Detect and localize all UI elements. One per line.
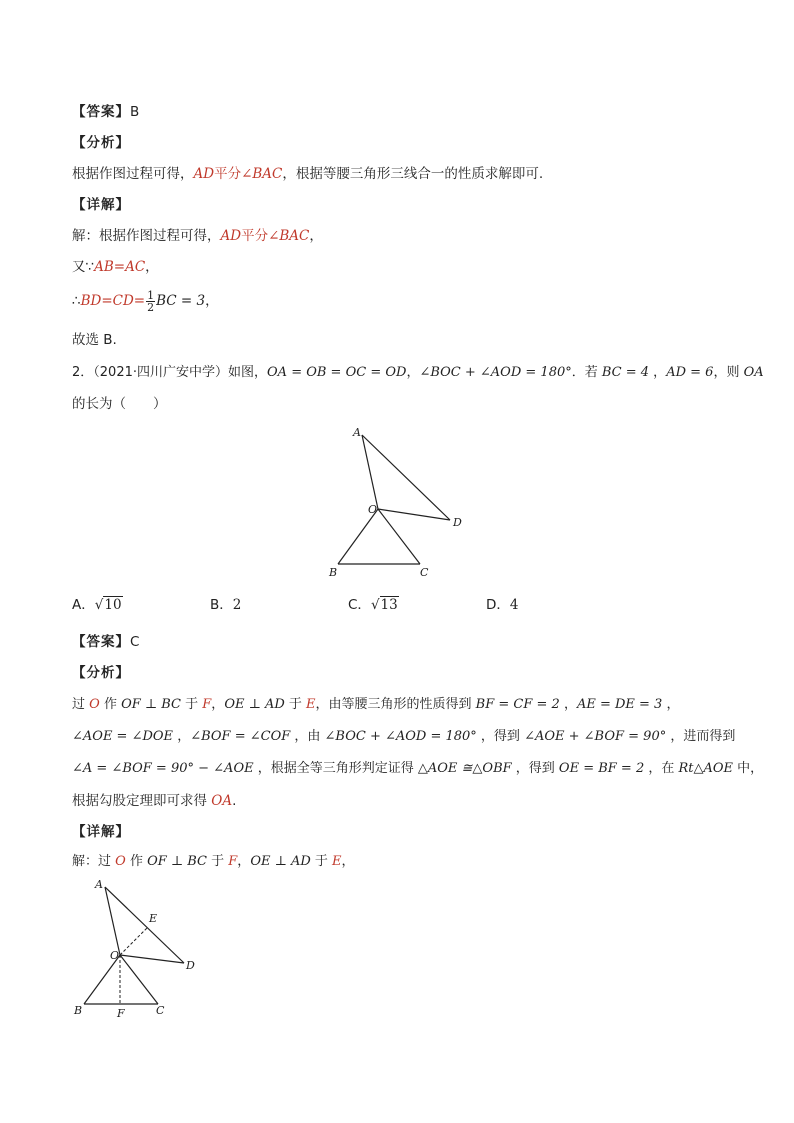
- answer-value: B: [130, 104, 140, 120]
- option-b[interactable]: [210, 595, 241, 615]
- a3-text-4: 中，: [733, 761, 764, 776]
- option-c-sqrt: √13: [370, 597, 398, 613]
- sol-segment-od: [120, 955, 184, 963]
- option-c[interactable]: [348, 595, 399, 615]
- detail-line3-tail: BC = 3: [156, 293, 206, 309]
- option-a-letter: A．: [72, 597, 95, 613]
- solution-answer-line: [72, 632, 139, 652]
- d1-point-f: F: [228, 854, 238, 869]
- segment-ob: [338, 509, 378, 564]
- detail-line3-end: ，: [205, 293, 219, 309]
- question-line-1: [72, 363, 764, 383]
- fraction-denominator: 2: [147, 300, 155, 314]
- detail-text-2: 平分: [241, 228, 269, 244]
- solution-analysis-label: 【分析】: [72, 665, 130, 681]
- question-sep-1: ，: [406, 365, 420, 380]
- detail-text-3: ，: [309, 228, 323, 244]
- label-o: O: [368, 503, 378, 516]
- question-cond-4: AD = 6: [666, 365, 714, 380]
- label-a: A: [353, 426, 361, 439]
- d1-text-5: 于: [310, 854, 333, 869]
- question-cond-1: OA = OB = OC = OD: [267, 365, 407, 380]
- detail-line2-math: AB=AC: [94, 259, 146, 275]
- question-cond-5: OA: [743, 365, 764, 380]
- a1-text-1: 过: [72, 697, 90, 712]
- detail-angle: ∠BAC: [268, 228, 310, 244]
- option-d[interactable]: [486, 595, 519, 615]
- d1-text-3: 于: [207, 854, 229, 869]
- question-sep-2: ，: [649, 365, 667, 380]
- label-b: B: [329, 566, 338, 579]
- d1-point-e: E: [332, 854, 342, 869]
- segment-oa: [362, 435, 378, 509]
- sol-segment-oa: [105, 887, 120, 955]
- a1-point-e: E: [306, 697, 316, 712]
- d1-text-2: 作: [125, 854, 148, 869]
- detail-line3-prefix: ∴: [72, 293, 81, 309]
- a4-text-2: .: [232, 793, 237, 809]
- solution-analysis-line-2: [72, 727, 735, 747]
- detail-line-1: [72, 226, 323, 246]
- a3-rt-triangle: Rt△AOE: [678, 761, 734, 776]
- a2-math-3: ∠BOC + ∠AOD = 180°: [324, 729, 477, 744]
- a1-math-4: AE = DE = 3: [576, 697, 663, 712]
- option-c-letter: C．: [348, 597, 371, 613]
- detail-line2-prefix: 又∵: [72, 259, 95, 275]
- option-d-letter: D．: [486, 597, 510, 613]
- analysis-angle: ∠BAC: [241, 166, 283, 182]
- a2-text-2: ，由: [290, 729, 325, 744]
- analysis-text-3: ，根据等腰三角形三线合一的性质求解即可.: [282, 166, 544, 182]
- a1-point-o: O: [89, 697, 100, 712]
- a3-text-3: ，在: [644, 761, 679, 776]
- detail-line3-math: BD=CD=: [80, 293, 146, 309]
- analysis-text: [72, 164, 543, 184]
- a1-text-2: 作: [99, 697, 122, 712]
- sol-label-a: A: [95, 878, 103, 891]
- a4-text-1: 根据勾股定理即可求得: [72, 793, 212, 809]
- sol-segment-ob: [84, 955, 120, 1004]
- a1-text-8: ，: [662, 697, 680, 712]
- sol-label-e: E: [149, 912, 158, 925]
- solution-detail-label: 【详解】: [72, 824, 130, 840]
- fraction-half: [146, 290, 155, 313]
- a3-text-1: ，根据全等三角形判定证得: [253, 761, 418, 776]
- sol-segment-oe: [120, 927, 148, 955]
- question-text-1: 如图，: [228, 365, 268, 380]
- a3-math-3: OE = BF = 2: [558, 761, 645, 776]
- a2-math-4: ∠AOE + ∠BOF = 90°: [524, 729, 667, 744]
- fraction-numerator: 1: [147, 288, 155, 302]
- detail-line-2: [72, 257, 159, 277]
- label-c: C: [420, 566, 429, 579]
- a1-text-7: ，: [559, 697, 577, 712]
- analysis-label: 【分析】: [72, 135, 130, 151]
- sol-label-d: D: [186, 959, 195, 972]
- a1-math-3: BF = CF = 2: [475, 697, 560, 712]
- d1-text-4: ，: [237, 854, 251, 869]
- label-d: D: [453, 516, 462, 529]
- solution-answer-label: 【答案】: [72, 634, 130, 650]
- option-c-value: 13: [380, 597, 398, 613]
- solution-answer-value: C: [130, 634, 140, 650]
- a1-text-6: ，由等腰三角形的性质得到: [315, 697, 476, 712]
- detail-text-1: 解：根据作图过程可得，: [72, 228, 221, 244]
- answer-line: [72, 102, 139, 122]
- answer-label: 【答案】: [72, 104, 130, 120]
- a2-text-4: ，进而得到: [666, 729, 736, 744]
- a2-text-1: ，: [173, 729, 191, 744]
- a3-math-1: ∠A = ∠BOF = 90° − ∠AOE: [72, 761, 254, 776]
- option-a[interactable]: [72, 595, 123, 615]
- sol-label-c: C: [156, 1004, 165, 1017]
- question-number: 2．: [72, 365, 94, 380]
- solution-figure: [70, 875, 210, 1020]
- a1-text-4: ，: [211, 697, 225, 712]
- solution-analysis-line-1: [72, 695, 679, 715]
- sol-segment-oc: [120, 955, 158, 1004]
- question-cond-2: ∠BOC + ∠AOD = 180°: [419, 365, 572, 380]
- a1-math-1: OF ⊥ BC: [121, 697, 181, 712]
- a1-point-f: F: [202, 697, 212, 712]
- a1-math-2: OE ⊥ AD: [224, 697, 285, 712]
- option-b-letter: B．: [210, 597, 233, 613]
- d1-text-1: 解：过: [72, 854, 116, 869]
- conclusion: 故选 B.: [72, 332, 117, 348]
- a4-math: OA: [211, 793, 233, 809]
- analysis-text-2: 平分: [214, 166, 242, 182]
- a2-text-3: ，得到: [476, 729, 525, 744]
- sol-label-f: F: [117, 1007, 125, 1020]
- option-b-value: 2: [232, 597, 242, 613]
- question-figure: [320, 420, 480, 585]
- solution-analysis-line-3: [72, 759, 763, 779]
- segment-od: [378, 509, 450, 520]
- analysis-text-1: 根据作图过程可得，: [72, 166, 194, 182]
- a1-text-5: 于: [284, 697, 307, 712]
- sol-label-b: B: [74, 1004, 83, 1017]
- question-source: （2021·四川广安中学）: [93, 365, 228, 380]
- a2-math-2: ∠BOF = ∠COF: [190, 729, 291, 744]
- option-a-sqrt: √10: [94, 597, 122, 613]
- sol-label-o: O: [110, 949, 120, 962]
- option-a-value: 10: [104, 597, 122, 613]
- question-text-3: ，则: [713, 365, 744, 380]
- question-cond-3: BC = 4: [601, 365, 650, 380]
- solution-analysis-line-4: [72, 791, 236, 811]
- detail-line-3: [72, 288, 219, 314]
- a1-text-3: 于: [181, 697, 203, 712]
- a3-text-2: ，得到: [511, 761, 559, 776]
- d1-math-1: OF ⊥ BC: [147, 854, 207, 869]
- solution-detail-line-1: [72, 852, 355, 872]
- d1-math-2: OE ⊥ AD: [250, 854, 311, 869]
- d1-text-6: ，: [341, 854, 355, 869]
- question-line-2: 的长为（ ）: [72, 396, 167, 412]
- option-d-value: 4: [509, 597, 519, 613]
- segment-oc: [378, 509, 420, 564]
- detail-line2-suffix: ，: [145, 259, 159, 275]
- a2-math-1: ∠AOE = ∠DOE: [72, 729, 174, 744]
- detail-ad: AD: [220, 228, 242, 244]
- analysis-ad: AD: [193, 166, 215, 182]
- question-text-2: ．若: [571, 365, 602, 380]
- d1-point-o: O: [115, 854, 126, 869]
- a3-math-2: △AOE ≅△OBF: [417, 761, 512, 776]
- detail-label: 【详解】: [72, 197, 130, 213]
